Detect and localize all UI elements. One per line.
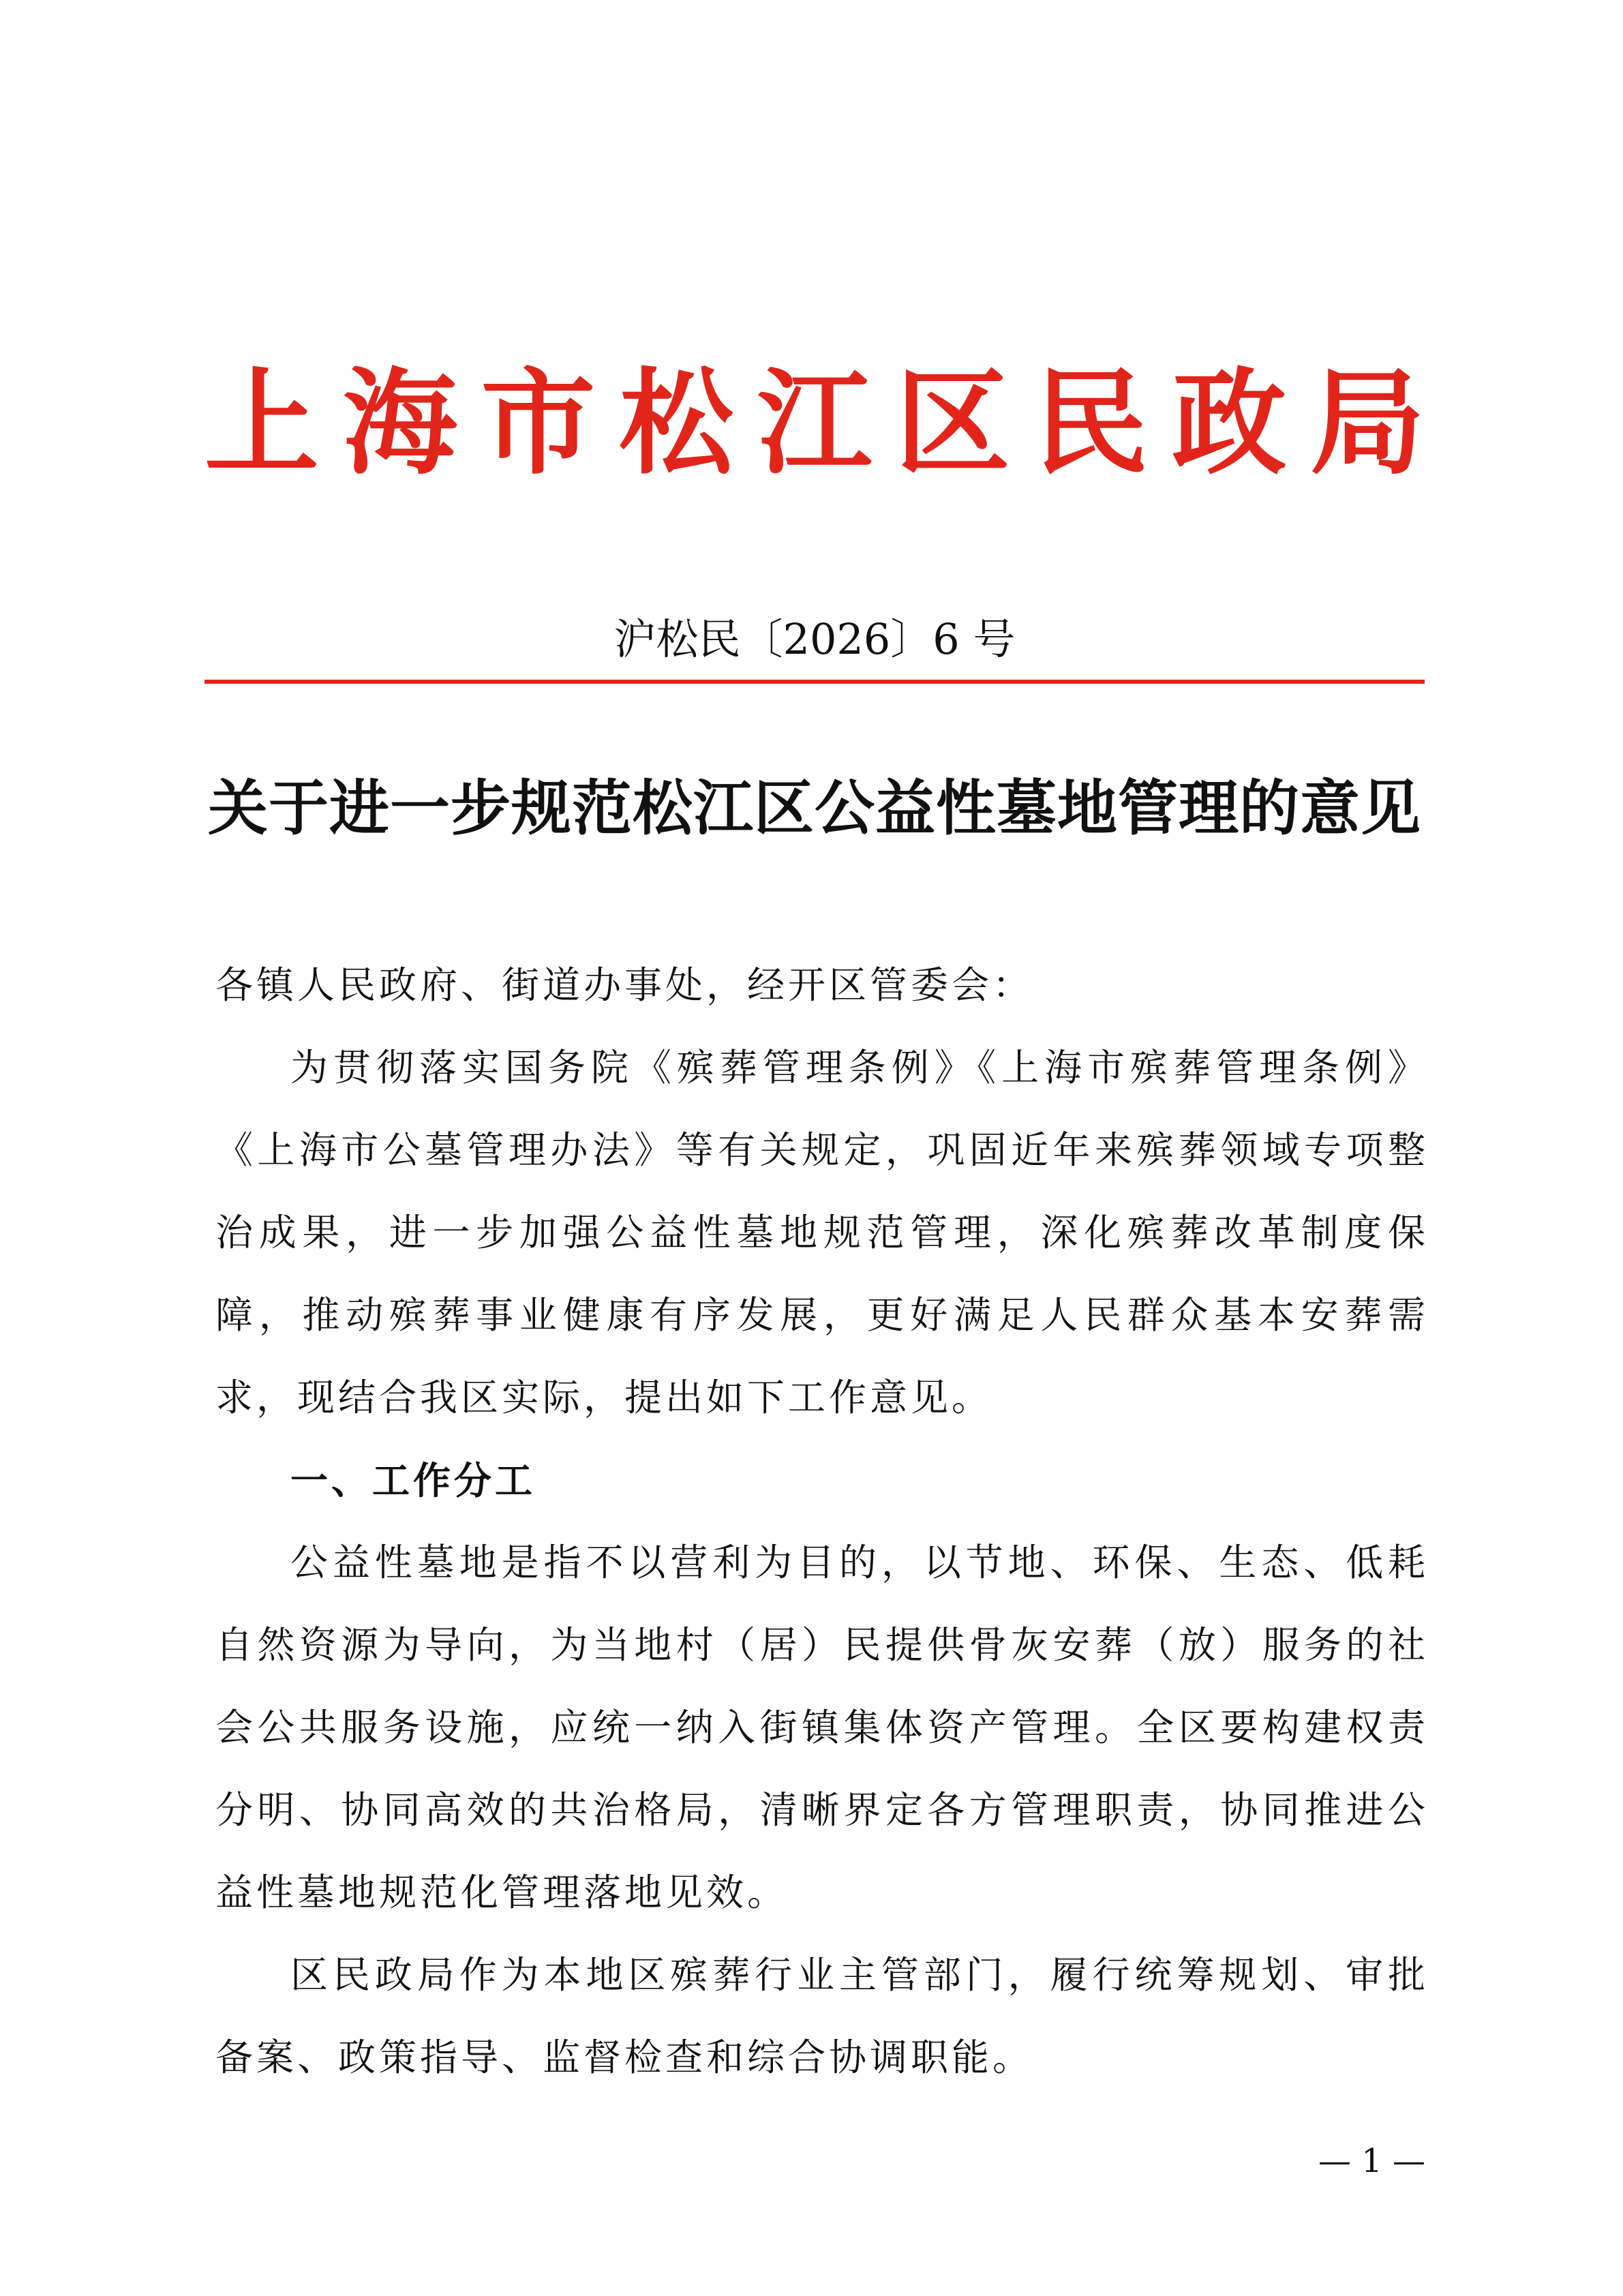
body-paragraph: 区民政局作为本地区殡葬行业主管部门，履行统筹规划、审批备案、政策指导、监督检查和综合协调职能。 bbox=[215, 1953, 1429, 2079]
issuer-header bbox=[204, 354, 1425, 491]
issuer-header-char: 区 bbox=[895, 355, 1010, 490]
document-body bbox=[215, 944, 1429, 2099]
page-number: — 1 — bbox=[1318, 2142, 1425, 2180]
issuer-header-char: 政 bbox=[1172, 355, 1287, 490]
issuer-header-char: 上 bbox=[204, 355, 319, 490]
document-number: 沪松民〔2026〕6 号 bbox=[613, 614, 1016, 664]
document-title: 关于进一步规范松江区公益性墓地管理的意见 bbox=[207, 772, 1421, 843]
red-divider bbox=[204, 680, 1425, 684]
section-heading: 一、工作分工 bbox=[290, 1458, 536, 1502]
issuer-header-char: 江 bbox=[757, 355, 872, 490]
body-paragraph: 为贯彻落实国务院《殡葬管理条例》《上海市殡葬管理条例》《上海市公墓管理办法》等有关规定，巩固近年来殡葬领域专项整治成果，进一步加强公益性墓地规范管理，深化殡葬改革制度保障，推动殡葬事业健康有序发展，更好满足人民群众基本安葬需求，现结合我区实际，提出如下工作意见。 bbox=[215, 1046, 1429, 1419]
issuer-header-char: 海 bbox=[342, 355, 457, 490]
salutation: 各镇人民政府、街道办事处，经开区管委会： bbox=[215, 963, 1034, 1007]
issuer-header-char: 民 bbox=[1033, 355, 1149, 490]
issuer-header-char: 松 bbox=[619, 355, 734, 490]
body-paragraph: 公益性墓地是指不以营利为目的，以节地、环保、生态、低耗自然资源为导向，为当地村（居）民提供骨灰安葬（放）服务的社会公共服务设施，应统一纳入街镇集体资产管理。全区要构建权责分明、协同高效的共治格局，清晰界定各方管理职责，协同推进公益性墓地规范化管理落地见效。 bbox=[215, 1541, 1429, 1914]
issuer-header-char: 市 bbox=[481, 355, 596, 490]
issuer-header-char: 局 bbox=[1310, 355, 1425, 490]
